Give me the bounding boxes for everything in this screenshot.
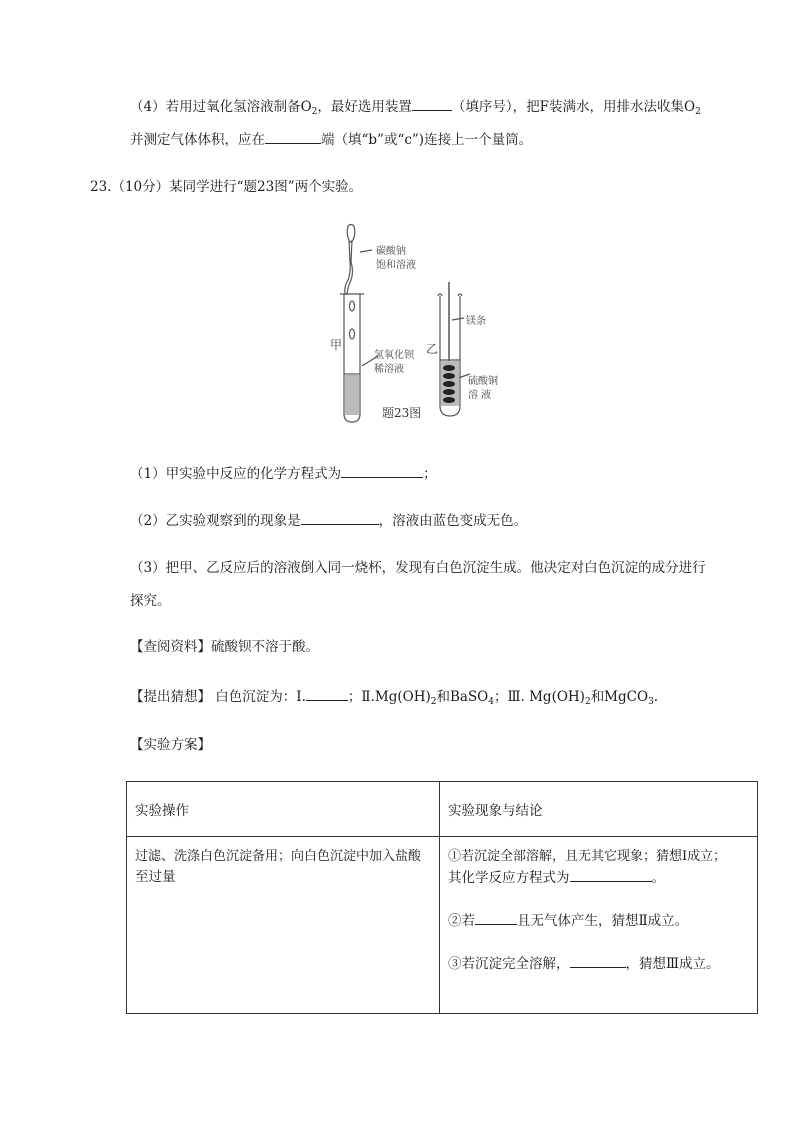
text: ；	[423, 466, 437, 482]
answer-blank-phenomenon[interactable]	[301, 510, 379, 525]
header-phenomenon: 实验现象与结论	[440, 782, 758, 837]
label-solution: 溶 液	[468, 390, 492, 401]
text: 其化学反应方程式为	[448, 870, 570, 886]
table-header-row	[127, 782, 758, 837]
label-sodium-carbonate: 碳酸钠	[376, 246, 406, 257]
text: ，溶液由蓝色变成无色。	[378, 513, 528, 529]
subscript: 2	[584, 697, 591, 707]
subscript: 2	[695, 107, 701, 117]
drop	[350, 329, 355, 339]
result-1-text: ①若沉淀全部溶解，且无其它现象；猜想Ⅰ成立；	[448, 849, 727, 864]
text: ②若	[448, 913, 475, 929]
result-2	[448, 910, 749, 931]
text: （2）乙实验观察到的现象是	[130, 513, 301, 529]
result-1-line2	[448, 867, 749, 888]
subscript: 3	[648, 697, 654, 707]
text: ；Ⅲ. Mg(OH)	[494, 689, 585, 705]
label-saturated-solution: 饱和溶液	[376, 260, 416, 271]
text: 端（填“b”或“c”)连接上一个量筒。	[321, 132, 533, 148]
pointer-line	[360, 250, 372, 252]
text: ，猜想Ⅲ成立。	[625, 956, 720, 972]
text: 和BaSO	[436, 689, 489, 705]
reference-info: 【查阅资料】硫酸钡不溶于酸。	[130, 639, 319, 655]
text: ；Ⅱ.Mg(OH)	[347, 689, 431, 705]
subscript: 2	[311, 107, 318, 117]
q23-part2	[130, 510, 527, 531]
dropper-tube	[345, 240, 353, 294]
drop	[350, 301, 355, 311]
text: 【提出猜想】 白色沉淀为：Ⅰ.	[130, 689, 306, 705]
label-copper-sulfate: 硫酸铜	[468, 376, 498, 387]
answer-blank-port[interactable]	[265, 129, 321, 144]
text: .	[653, 689, 659, 705]
text: （填序号），把F装满水，用排水法收集O	[451, 99, 696, 115]
label-dilute-solution: 稀溶液	[374, 364, 404, 375]
q22-part4-line2	[130, 129, 532, 150]
dropper-bulb	[347, 225, 355, 243]
q23-part3-line2: 探究。	[130, 593, 171, 609]
answer-blank-equation-2[interactable]	[570, 867, 652, 882]
q23-figure	[330, 222, 500, 427]
subscript: 2	[430, 697, 437, 707]
label-jia: 甲	[330, 338, 343, 352]
tube-rim	[438, 294, 462, 296]
text: （1）甲实验中反应的化学方程式为	[130, 466, 342, 482]
text: 且无气体产生，猜想Ⅱ成立。	[517, 913, 689, 929]
answer-blank-result-3[interactable]	[570, 953, 626, 968]
operation-text: 至过量	[135, 869, 176, 885]
text: 和MgCO	[590, 689, 649, 705]
q23-header: 23.（10分）某同学进行“题23图”两个实验。	[90, 179, 363, 195]
text: ③若沉淀完全溶解，	[448, 956, 570, 972]
result-cell	[440, 837, 758, 1014]
header-operation: 实验操作	[127, 782, 440, 837]
answer-blank-hypothesis-1[interactable]	[306, 686, 348, 701]
text: （4）若用过氧化氢溶液制备O	[130, 99, 312, 115]
label-yi: 乙	[426, 342, 439, 356]
plan-title: 【实验方案】	[130, 737, 211, 753]
text: ，最好选用装置	[317, 99, 412, 115]
subscript: 4	[488, 697, 494, 707]
table-row	[127, 837, 758, 1014]
answer-blank-result-2[interactable]	[475, 910, 517, 925]
hypothesis-line	[130, 686, 658, 707]
text: 并测定气体体积，应在	[130, 132, 265, 148]
liquid-jia	[345, 375, 359, 415]
q23-part1	[130, 463, 437, 484]
label-magnesium: 镁条	[466, 316, 486, 327]
label-barium-hydroxide: 氢氧化钡	[374, 350, 414, 361]
text: 。	[651, 870, 665, 886]
answer-blank-device[interactable]	[412, 96, 452, 111]
experiment-table	[126, 781, 758, 1014]
answer-blank-equation-jia[interactable]	[341, 463, 423, 478]
q23-part3-line1: （3）把甲、乙反应后的溶液倒入同一烧杯，发现有白色沉淀生成。他决定对白色沉淀的成分进行	[130, 560, 706, 576]
q22-part4-line1	[130, 96, 701, 117]
result-3	[448, 953, 749, 974]
operation-cell	[127, 837, 440, 1014]
operation-text: 过滤、洗涤白色沉淀备用；向白色沉淀中加入盐酸	[135, 849, 422, 864]
figure-caption: 题23图	[382, 406, 422, 420]
pointer-line	[452, 318, 464, 320]
